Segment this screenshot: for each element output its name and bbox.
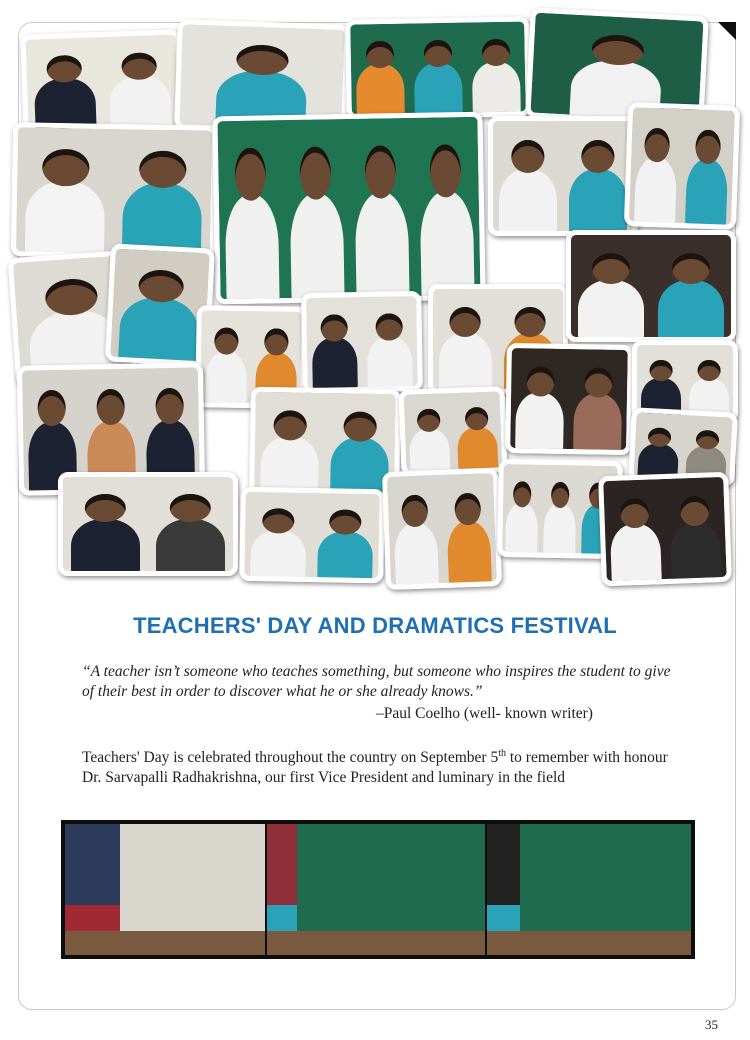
- strip-photo: [487, 824, 691, 955]
- person-figure: [578, 280, 644, 342]
- body-paragraph: [82, 744, 682, 788]
- person-figure: [71, 519, 141, 576]
- collage-photo: [20, 29, 183, 135]
- person-figure: [118, 296, 198, 367]
- person-figure: [447, 520, 493, 588]
- person-figure: [684, 158, 728, 229]
- ordinal-suffix: th: [498, 748, 506, 759]
- person-figure: [670, 521, 721, 585]
- photo-floor: [65, 931, 265, 955]
- quote-attribution: –Paul Coelho (well- known writer): [376, 705, 593, 722]
- person-figure: [487, 824, 520, 905]
- collage-photo: [58, 472, 238, 576]
- strip-photo: [267, 824, 485, 955]
- person-figure: [25, 181, 106, 259]
- person-figure: [439, 333, 492, 394]
- person-figure: [394, 522, 440, 590]
- person-figure: [472, 62, 521, 119]
- person-figure: [356, 64, 405, 120]
- collage-photo: [11, 122, 217, 260]
- photo-floor: [487, 931, 691, 955]
- person-figure: [205, 351, 247, 409]
- person-figure: [569, 169, 626, 236]
- person-figure: [544, 504, 576, 559]
- photo-floor: [267, 931, 485, 955]
- person-figure: [457, 426, 498, 474]
- collage-photo: [301, 291, 423, 393]
- page-number: 35: [705, 1017, 718, 1032]
- person-figure: [267, 824, 297, 905]
- person-figure: [367, 336, 413, 393]
- collage-photo: [239, 487, 385, 583]
- collage-photo: [212, 112, 485, 305]
- strip-photo: [65, 824, 265, 955]
- person-figure: [610, 523, 661, 586]
- person-figure: [290, 193, 345, 304]
- collage-photo: [399, 386, 508, 476]
- person-figure: [515, 392, 564, 455]
- person-figure: [499, 169, 556, 236]
- person-figure: [65, 824, 120, 905]
- person-figure: [312, 337, 358, 393]
- person-figure: [633, 157, 677, 229]
- person-figure: [658, 280, 724, 342]
- person-figure: [225, 194, 280, 304]
- person-figure: [317, 531, 373, 583]
- collage-photo: [624, 102, 740, 230]
- person-figure: [355, 192, 410, 303]
- body-text-end: to remember with honour Dr. Sarvapalli Radhakrishna, our first Vice President and luminary in the field: [82, 749, 668, 786]
- person-figure: [573, 393, 622, 455]
- collage-photo: [345, 16, 531, 119]
- event-photo-strip: [61, 820, 695, 959]
- person-figure: [250, 530, 306, 583]
- person-figure: [506, 504, 538, 559]
- person-figure: [409, 428, 450, 476]
- collage-photo: [598, 472, 732, 586]
- collage-photo: [566, 230, 736, 342]
- collage-photo: [382, 468, 502, 590]
- body-text-start: Teachers' Day is celebrated throughout the country on September 5: [82, 749, 499, 766]
- page-title: TEACHERS' DAY AND DRAMATICS FESTIVAL: [133, 613, 617, 638]
- quote-text: “A teacher isn’t someone who teaches something, but someone who inspires the student to give of their best in order to discover what he or she already knows.”: [82, 663, 671, 700]
- collage-photo: [488, 116, 638, 236]
- person-figure: [156, 519, 226, 576]
- collage-photo: [505, 343, 633, 455]
- person-figure: [414, 63, 463, 120]
- collage-photo: [249, 387, 401, 500]
